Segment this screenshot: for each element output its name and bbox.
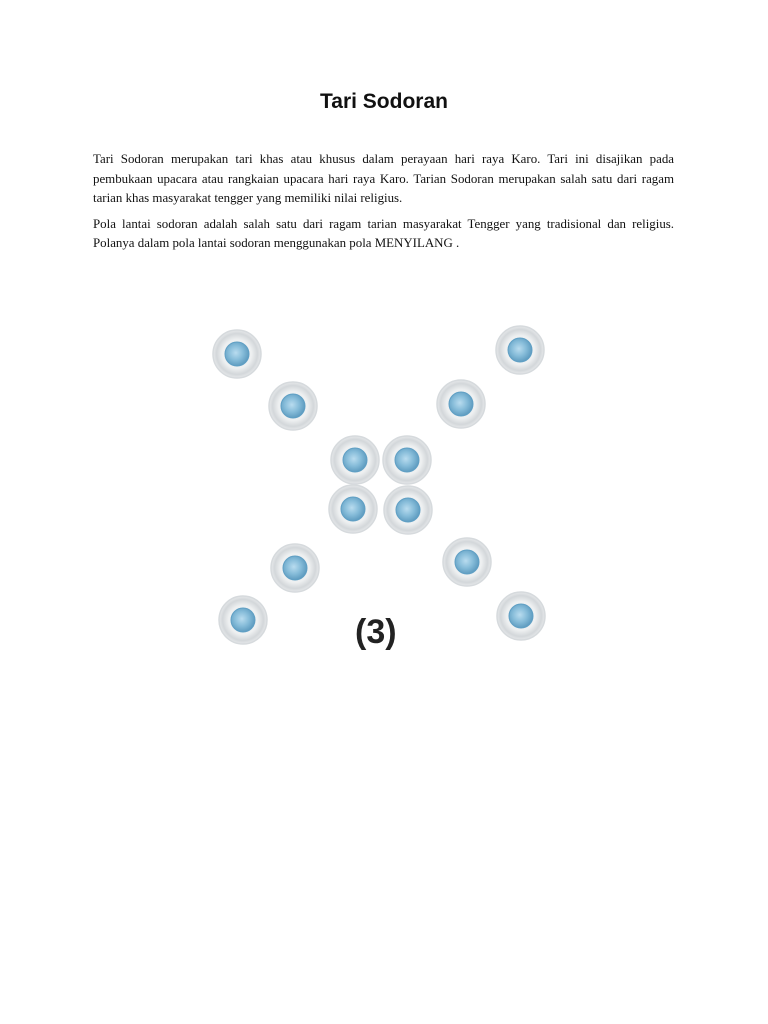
- dancer-marker: [384, 486, 432, 534]
- figure-label: (3): [355, 613, 397, 651]
- floor-pattern-figure: [205, 318, 580, 678]
- document-body: [93, 150, 674, 260]
- dancer-marker: [331, 436, 379, 484]
- dancer-marker: [269, 382, 317, 430]
- dancer-marker: [329, 485, 377, 533]
- dancer-marker: [213, 330, 261, 378]
- dancer-marker: [437, 380, 485, 428]
- page-title: Tari Sodoran: [320, 90, 448, 113]
- paragraph-floor-pattern: Pola lantai sodoran adalah salah satu dari ragam tarian masyarakat Tengger yang tradisional dan religius. Polanya dalam pola lantai sodoran menggunakan pola MENYILANG .: [93, 216, 674, 250]
- dancer-marker: [497, 592, 545, 640]
- dancer-marker: [271, 544, 319, 592]
- dancer-marker: [219, 596, 267, 644]
- dancer-marker: [443, 538, 491, 586]
- paragraph-intro: Tari Sodoran merupakan tari khas atau khusus dalam perayaan hari raya Karo. Tari ini disajikan pada pembukaan upacara atau rangkaian upacara hari raya Karo. Tarian Sodoran merupakan salah satu dari ragam tarian khas masyarakat tengger yang memiliki nilai religius.: [93, 152, 674, 205]
- dancer-marker: [496, 326, 544, 374]
- dancer-marker: [383, 436, 431, 484]
- floor-pattern-diagram: [205, 318, 580, 678]
